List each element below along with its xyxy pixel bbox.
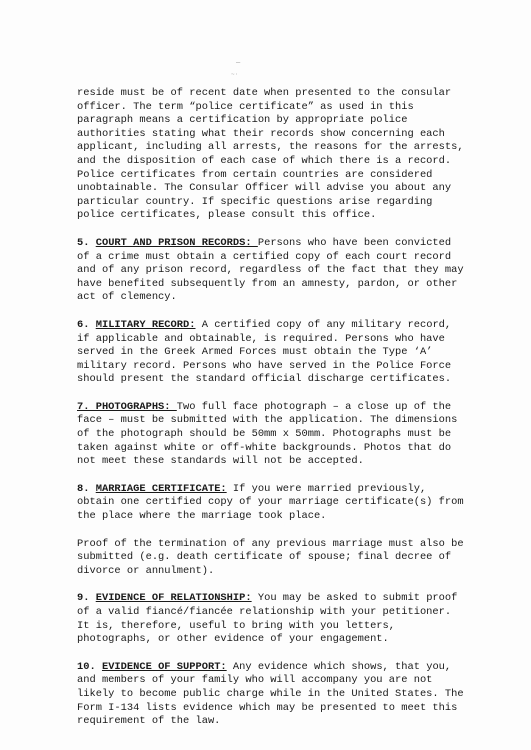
section-military-record: [77, 319, 485, 387]
text-line: photographs, or other evidence of your engagement.: [77, 633, 389, 646]
paragraph-police-certificates: [77, 87, 485, 223]
section-number: 9.: [77, 592, 96, 605]
section-heading: MILITARY RECORD:: [95, 318, 196, 331]
text-line: and members of your family who will accompany you are not: [77, 674, 433, 687]
text-line: have benefited subsequently from an amnesty, pardon, or other: [77, 277, 458, 290]
text-line: divorce or annulment).: [77, 564, 215, 577]
text-line: of a valid fiancé/fiancée relationship with your petitioner.: [77, 606, 452, 618]
text-span: If you were married previously,: [226, 482, 427, 495]
text-line: officer. The term “police certificate” as used in this: [77, 100, 414, 113]
text-line: and of any prison record, regardless of the fact that they may: [77, 264, 464, 277]
section-heading: EVIDENCE OF RELATIONSHIP:: [95, 592, 252, 605]
section-evidence-of-support: [77, 661, 485, 729]
section-heading: EVIDENCE OF SUPPORT:: [101, 660, 227, 673]
text-line: reside must be of recent date when presented to the consular: [77, 87, 452, 99]
text-line: if applicable and obtainable, is required. Persons who have: [77, 332, 445, 345]
text-line: [77, 319, 485, 333]
text-line: face – must be submitted with the application. The dimensions: [77, 414, 458, 427]
text-line: [77, 661, 485, 675]
text-line: particular country. If specific questions arise regarding: [77, 195, 433, 208]
text-line: not meet these standards will not be accepted.: [77, 455, 364, 468]
text-span: Persons who have been convicted: [257, 236, 452, 249]
text-line: [77, 401, 485, 415]
text-line: act of clemency.: [77, 291, 177, 304]
section-photographs: [77, 401, 485, 469]
text-line: obtain one certified copy of your marriage certificate(s) from: [77, 496, 464, 509]
text-line: paragraph means a certification by appropriate police: [77, 114, 408, 127]
text-line: authorities stating what their records show concerning each: [77, 127, 445, 140]
text-line: [77, 237, 485, 251]
text-span: Any evidence which shows, that you,: [226, 660, 452, 673]
scan-artifact: —: [236, 59, 242, 67]
text-line: Proof of the termination of any previous marriage must also be: [77, 537, 464, 550]
section-number: 5.: [77, 236, 96, 249]
text-line: the place where the marriage took place.: [77, 510, 327, 523]
paragraph-marriage-termination: [77, 538, 485, 579]
document-body: [77, 87, 485, 743]
text-line: It is, therefore, useful to bring with you letters,: [77, 619, 396, 632]
section-heading: 7. PHOTOGRAPHS:: [77, 400, 177, 413]
section-number: 6.: [77, 318, 96, 331]
section-number: 10.: [77, 660, 102, 673]
text-span: You may be asked to submit proof: [251, 592, 458, 605]
text-line: taken against white or off-white backgrounds. Photos that do: [77, 441, 452, 454]
text-line: requirement of the law.: [77, 715, 221, 728]
text-line: Form I-134 lists evidence which may be presented to meet this: [77, 701, 458, 714]
text-line: submitted (e.g. death certificate of spouse; final decree of: [77, 551, 452, 564]
text-line: unobtainable. The Consular Officer will advise you about any: [77, 182, 452, 195]
text-line: served in the Greek Armed Forces must obtain the Type ‘A’: [77, 346, 433, 359]
section-heading: COURT AND PRISON RECORDS:: [95, 236, 258, 249]
section-marriage-certificate: [77, 483, 485, 524]
scan-artifact: ~·: [231, 71, 239, 78]
section-evidence-of-relationship: [77, 592, 485, 646]
text-line: of the photograph should be 50mm x 50mm. Photographs must be: [77, 428, 452, 441]
text-line: should present the standard official discharge certificates.: [77, 373, 452, 386]
text-line: [77, 483, 485, 497]
text-line: Police certificates from certain countries are considered: [77, 168, 433, 181]
section-court-prison-records: [77, 237, 485, 305]
text-line: military record. Persons who have served in the Police Force: [77, 359, 452, 372]
section-number: 8.: [77, 482, 96, 495]
text-line: [77, 592, 485, 606]
text-span: A certified copy of any military record,: [195, 318, 452, 331]
text-line: and the disposition of each case of which there is a record.: [77, 154, 452, 167]
text-line: applicant, including all arrests, the reasons for the arrests,: [77, 141, 464, 154]
section-heading: MARRIAGE CERTIFICATE:: [95, 482, 227, 495]
text-span: Two full face photograph – a close up of the: [176, 400, 452, 413]
text-line: likely to become public charge while in the United States. The: [77, 687, 464, 700]
text-line: of a crime must obtain a certified copy of each court record: [77, 250, 452, 263]
text-line: police certificates, please consult this office.: [77, 209, 377, 222]
